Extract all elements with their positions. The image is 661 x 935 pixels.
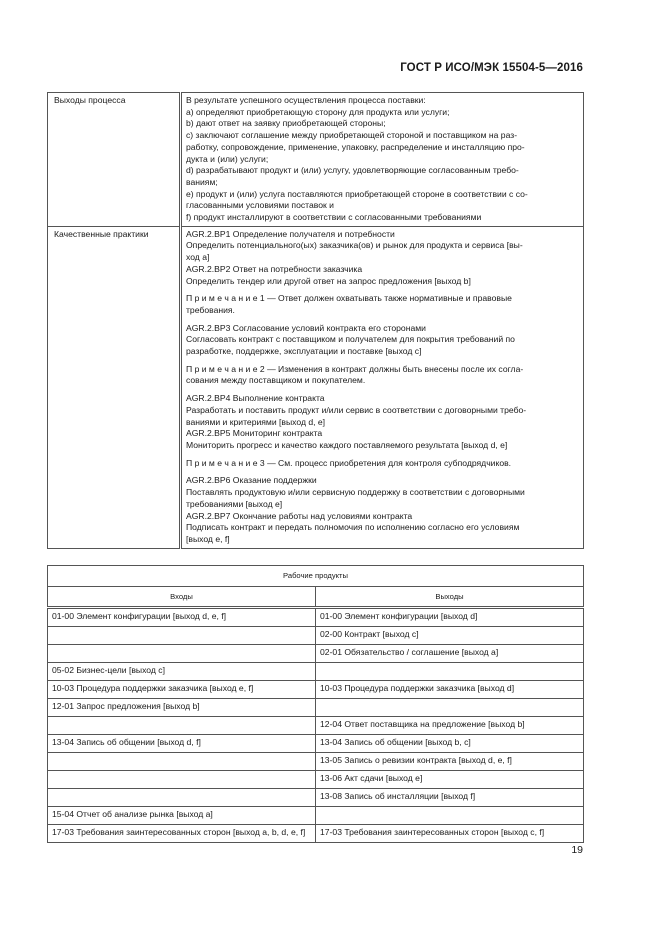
practices-row [48, 226, 584, 548]
practices-text [181, 226, 584, 548]
work-product-row [48, 771, 584, 789]
document-header: ГОСТ Р ИСО/МЭК 15504-5—2016 [400, 62, 583, 74]
page-number: 19 [571, 844, 583, 856]
work-products-title: Рабочие продукты [48, 566, 584, 587]
input-cell [48, 753, 316, 771]
practice-line: AGR.2.BP6 Оказание поддержки [186, 475, 317, 486]
practice-line: Определить потенциального(ых) заказчика(ов) и рынок для продукта и сервиса [вы- [186, 240, 523, 251]
practice-line: Разработать и поставить продукт и/или сервис в соответствии с договорными требо- [186, 404, 527, 415]
work-products-header-row [48, 586, 584, 608]
outcomes-row [48, 93, 584, 227]
input-cell [48, 789, 316, 807]
input-cell: 01-00 Элемент конфигурации [выход d, e, f] [48, 608, 316, 627]
practice-line: Мониторить прогресс и качество каждого поставляемого результата [выход d, e] [186, 439, 508, 450]
practice-line: [выход e, f] [186, 533, 230, 544]
work-product-row [48, 681, 584, 699]
practice-line: П р и м е ч а н и е 2 — Изменения в контракт должны быть внесены после их согла- [186, 363, 524, 374]
input-cell [48, 627, 316, 645]
outcome-line: a) определяют приобретающую сторону для продукта или услуги; [186, 106, 450, 117]
input-cell: 13-04 Запись об общении [выход d, f] [48, 735, 316, 753]
work-product-row [48, 627, 584, 645]
work-products-title-row [48, 566, 584, 587]
practice-line: AGR.2.BP5 Мониторинг контракта [186, 428, 323, 439]
practice-line: AGR.2.BP3 Согласование условий контракта его сторонами [186, 322, 426, 333]
practice-line: П р и м е ч а н и е 3 — См. процесс приобретения для контроля субподрядчиков. [186, 457, 512, 468]
work-product-row [48, 717, 584, 735]
practice-line: П р и м е ч а н и е 1 — Ответ должен охватывать также нормативные и правовые [186, 293, 512, 304]
input-cell: 12-01 Запрос предложения [выход b] [48, 699, 316, 717]
work-products-table [47, 565, 584, 843]
practice-line: AGR.2.BP7 Окончание работы над условиями контракта [186, 510, 413, 521]
output-cell: 02-00 Контракт [выход c] [316, 627, 584, 645]
work-product-row [48, 825, 584, 843]
outcomes-text [181, 93, 584, 227]
input-cell [48, 717, 316, 735]
output-cell: 10-03 Процедура поддержки заказчика [выход d] [316, 681, 584, 699]
practice-line: Подписать контракт и передать полномочия по исполнению согласно его условиям [186, 522, 520, 533]
outcome-line: d) разрабатывают продукт и (или) услугу, удовлетворяющие согласованным требо- [186, 165, 519, 176]
practice-line: AGR.2.BP4 Выполнение контракта [186, 393, 325, 404]
practices-label: Качественные практики [48, 226, 181, 548]
practice-line: требованиями [выход e] [186, 498, 283, 509]
output-cell: 17-03 Требования заинтересованных сторон [выход c, f] [316, 825, 584, 843]
practice-line: сования между поставщиком и покупателем. [186, 375, 366, 386]
practice-line: Определить тендер или другой ответ на запрос предложения [выход b] [186, 275, 471, 286]
output-cell: 13-05 Запись о ревизии контракта [выход d, e, f] [316, 753, 584, 771]
practice-line: требования. [186, 304, 235, 315]
outcome-line: e) продукт и (или) услуга поставляются приобретающей стороне в соответствии с со- [186, 188, 528, 199]
outcome-line: дукта и (или) услуги; [186, 153, 269, 164]
output-cell: 01-00 Элемент конфигурации [выход d] [316, 608, 584, 627]
work-product-row [48, 735, 584, 753]
work-product-row [48, 807, 584, 825]
output-cell: 13-08 Запись об инсталляции [выход f] [316, 789, 584, 807]
outcome-line: c) заключают соглашение между приобретающей стороной и поставщиком на раз- [186, 130, 518, 141]
input-cell: 10-03 Процедура поддержки заказчика [выход e, f] [48, 681, 316, 699]
output-cell: 02-01 Обязательство / соглашение [выход a] [316, 645, 584, 663]
work-product-row [48, 663, 584, 681]
outcome-line: работку, сопровождение, применение, упаковку, распределение и инсталляцию про- [186, 141, 525, 152]
outcomes-label: Выходы процесса [48, 93, 181, 227]
inputs-header: Входы [48, 586, 316, 608]
outcome-line: b) дают ответ на заявку приобретающей стороны; [186, 118, 386, 129]
output-cell: 13-04 Запись об общении [выход b, c] [316, 735, 584, 753]
output-cell: 13-06 Акт сдачи [выход e] [316, 771, 584, 789]
outputs-header: Выходы [316, 586, 584, 608]
practice-line: ваниями и критериями [выход d, e] [186, 416, 326, 427]
work-product-row [48, 608, 584, 627]
output-cell [316, 663, 584, 681]
practice-line: Поставлять продуктовую и/или сервисную поддержку в соответствии с договорными [186, 487, 525, 498]
outcome-line: f) продукт инсталлируют в соответствии с согласованными требованиями [186, 212, 482, 223]
outcome-line: гласованными условиями поставок и [186, 200, 334, 211]
input-cell: 15-04 Отчет об анализе рынка [выход a] [48, 807, 316, 825]
practice-line: AGR.2.BP1 Определение получателя и потребности [186, 228, 395, 239]
practice-line: AGR.2.BP2 Ответ на потребности заказчика [186, 263, 363, 274]
input-cell [48, 645, 316, 663]
work-product-row [48, 699, 584, 717]
practice-line: Согласовать контракт с поставщиком и получателем для покрытия требований по [186, 334, 515, 345]
work-product-row [48, 789, 584, 807]
work-product-row [48, 645, 584, 663]
input-cell [48, 771, 316, 789]
input-cell: 05-02 Бизнес-цели [выход c] [48, 663, 316, 681]
input-cell: 17-03 Требования заинтересованных сторон [выход a, b, d, e, f] [48, 825, 316, 843]
practice-line: ход a] [186, 252, 210, 263]
work-product-row [48, 753, 584, 771]
output-cell: 12-04 Ответ поставщика на предложение [выход b] [316, 717, 584, 735]
process-table [47, 92, 584, 549]
outcome-line: В результате успешного осуществления процесса поставки: [186, 95, 426, 105]
output-cell [316, 699, 584, 717]
outcome-line: ваниям; [186, 176, 218, 187]
practice-line: разработке, поддержке, эксплуатации и поставке [выход c] [186, 346, 422, 357]
output-cell [316, 807, 584, 825]
